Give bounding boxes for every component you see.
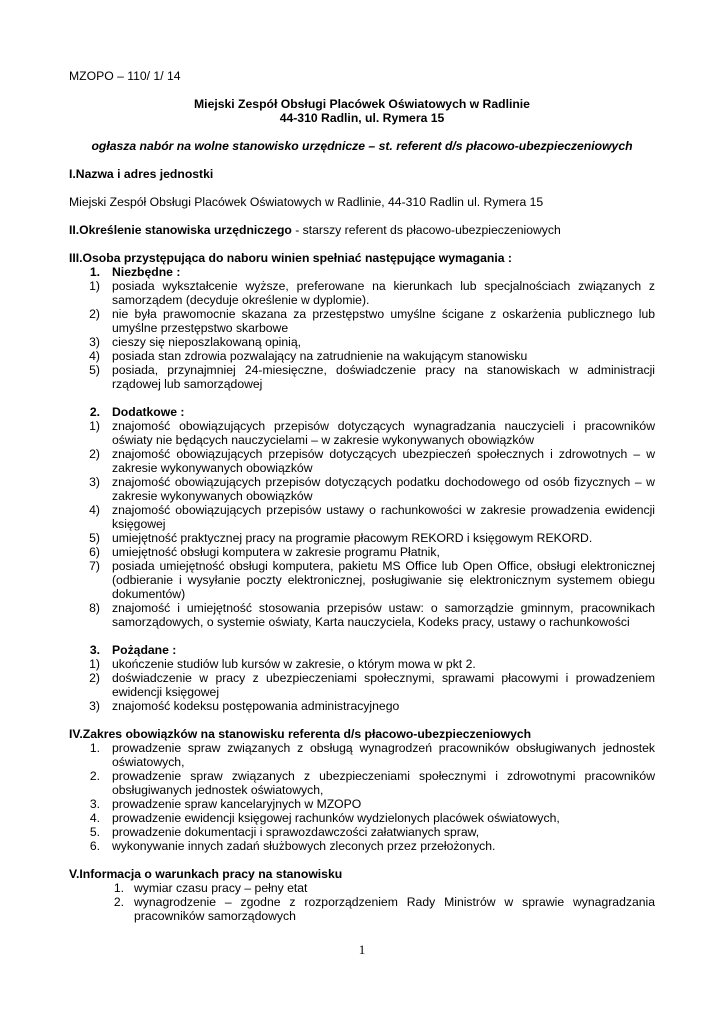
req-2-number: 2) <box>89 307 100 321</box>
section-4-heading: IV.Zakres obowiązków na stanowisku referenta d/s płacowo-ubezpieczeniowych <box>69 727 532 741</box>
des-1-number: 1) <box>89 657 100 671</box>
section-2 <box>69 223 561 237</box>
add-3-text: znajomość obowiązujących przepisów dotyczących podatku dochodowego od osób fizycznych – w zakresie wykonywanych obowiązków <box>112 475 655 503</box>
duty-6-text: wykonywanie innych zadań służbowych zleconych przez przełożonych. <box>112 839 496 853</box>
req-1-number: 1) <box>89 279 100 293</box>
institution-name: Miejski Zespół Obsługi Placówek Oświatowych w Radlinie <box>194 97 530 111</box>
sub-1-number: 1. <box>89 265 100 279</box>
req-5-text: posiada, przynajmniej 24-miesięczne, doświadczenie pracy na stanowiskach w administracji rządowej lub samorządowej <box>112 363 655 391</box>
add-2-text: znajomość obowiązujących przepisów dotyczących ubezpieczeń społecznych i zdrowotnych – w zakresie wykonywanych obowiązków <box>112 447 655 475</box>
cond-1-text: wymiar czasu pracy – pełny etat <box>134 881 308 895</box>
req-1-text: posiada wykształcenie wyższe, preferowane na kierunkach lub specjalnościach związanych z samorządem (decyduje określenie w dyplomie). <box>112 279 655 307</box>
section-2-text: - starszy referent ds płacowo-ubezpieczeniowych <box>291 223 561 237</box>
add-8-text: znajomość i umiejętność stosowania przepisów ustaw: o samorządzie gminnym, pracownikach samorządowych, o systemie oświaty, Karta nauczyciela, Kodeks pracy, ustawy o rachunkowości <box>112 601 655 629</box>
section-1-text: Miejski Zespół Obsługi Placówek Oświatowych w Radlinie, 44-310 Radlin ul. Rymera 15 <box>69 195 544 209</box>
req-3-text: cieszy się nieposzlakowaną opinią, <box>112 335 302 349</box>
duty-2-text: prowadzenie spraw związanych z ubezpieczeniami społecznymi i zdrowotnymi pracowników obsługiwanych jednostek oświatowych, <box>112 769 655 797</box>
des-3-number: 3) <box>89 699 100 713</box>
institution-address: 44-310 Radlin, ul. Rymera 15 <box>279 111 445 125</box>
reference-number: MZOPO – 110/ 1/ 14 <box>69 69 181 83</box>
add-1-text: znajomość obowiązujących przepisów dotyczących wynagradzania nauczycieli i pracowników oświaty nie będących nauczycielami – w zakresie wykonywanych obowiązków <box>112 419 655 447</box>
cond-2-text: wynagrodzenie – zgodne z rozporządzeniem Rady Ministrów w sprawie wynagradzania pracowników samorządowych <box>134 895 655 923</box>
des-2-number: 2) <box>89 671 100 685</box>
sub-2-label: Dodatkowe : <box>112 405 185 419</box>
duty-3-text: prowadzenie spraw kancelaryjnych w MZOPO <box>112 797 362 811</box>
req-4-text: posiada stan zdrowia pozwalający na zatrudnienie na wakującym stanowisku <box>112 349 528 363</box>
add-7-number: 7) <box>89 559 100 573</box>
section-3-heading: III.Osoba przystępująca do naboru winien spełniać następujące wymagania : <box>69 251 512 265</box>
add-6-text: umiejętność obsługi komputera w zakresie programu Płatnik, <box>112 545 440 559</box>
cond-2-number: 2. <box>113 895 124 909</box>
duty-4-text: prowadzenie ewidencji księgowej rachunków wydzielonych placówek oświatowych, <box>112 811 560 825</box>
add-3-number: 3) <box>89 475 100 489</box>
des-1-text: ukończenie studiów lub kursów w zakresie, o którym mowa w pkt 2. <box>112 657 476 671</box>
add-5-text: umiejętność praktycznej pracy na programie płacowym REKORD i księgowym REKORD. <box>112 531 593 545</box>
add-1-number: 1) <box>89 419 100 433</box>
add-4-text: znajomość obowiązujących przepisów ustawy o rachunkowości w zakresie prowadzenia ewidencji księgowej <box>112 503 655 531</box>
section-2-heading: II.Określenie stanowiska urzędniczego <box>69 223 292 237</box>
add-7-text: posiada umiejętność obsługi komputera, pakietu MS Office lub Open Office, obsługi elektronicznej (odbieranie i wysyłanie poczty elektronicznej, posługiwanie się elektronicznym systemem obiegu dokumentów) <box>112 559 655 601</box>
announcement: ogłasza nabór na wolne stanowisko urzędnicze – st. referent d/s płacowo-ubezpieczeniowych <box>91 139 633 153</box>
add-4-number: 4) <box>89 503 100 517</box>
duty-1-number: 1. <box>89 741 100 755</box>
cond-1-number: 1. <box>113 881 124 895</box>
duty-2-number: 2. <box>89 769 100 783</box>
duty-1-text: prowadzenie spraw związanych z obsługą wynagrodzeń pracowników obsługiwanych jednostek oświatowych, <box>112 741 655 769</box>
req-3-number: 3) <box>89 335 100 349</box>
section-1-heading: I.Nazwa i adres jednostki <box>69 167 214 181</box>
page-number: 1 <box>358 942 366 957</box>
sub-3-label: Pożądane : <box>112 643 177 657</box>
add-2-number: 2) <box>89 447 100 461</box>
duty-5-number: 5. <box>89 825 100 839</box>
req-5-number: 5) <box>89 363 100 377</box>
req-2-text: nie była prawomocnie skazana za przestępstwo umyślne ścigane z oskarżenia publicznego lub umyślne przestępstwo skarbowe <box>112 307 655 335</box>
duty-6-number: 6. <box>89 839 100 853</box>
duty-3-number: 3. <box>89 797 100 811</box>
duty-4-number: 4. <box>89 811 100 825</box>
duty-5-text: prowadzenie dokumentacji i sprawozdawczości załatwianych spraw, <box>112 825 480 839</box>
add-6-number: 6) <box>89 545 100 559</box>
sub-2-number: 2. <box>89 405 100 419</box>
section-5-heading: V.Informacja o warunkach pracy na stanowisku <box>69 867 343 881</box>
sub-3-number: 3. <box>89 643 100 657</box>
sub-1-label: Niezbędne : <box>112 265 181 279</box>
des-2-text: doświadczenie w pracy z ubezpieczeniami społecznymi, sprawami płacowymi i prowadzeniem ewidencji księgowej <box>112 671 655 699</box>
req-4-number: 4) <box>89 349 100 363</box>
add-8-number: 8) <box>89 601 100 615</box>
add-5-number: 5) <box>89 531 100 545</box>
des-3-text: znajomość kodeksu postępowania administracyjnego <box>112 699 400 713</box>
